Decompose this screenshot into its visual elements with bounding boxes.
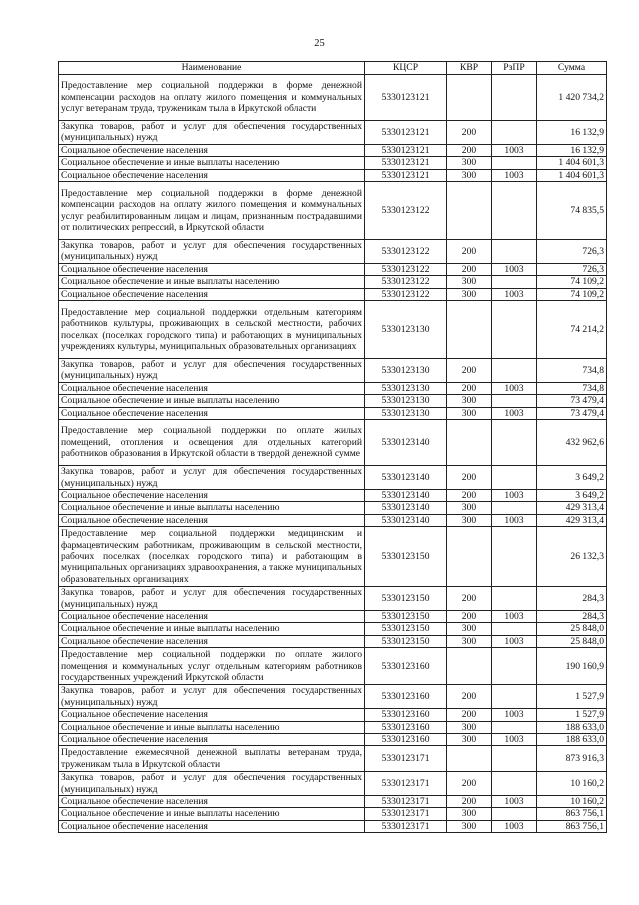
cell-kvr xyxy=(447,75,492,121)
cell-kcsr: 5330123122 xyxy=(365,240,447,264)
cell-name: Социальное обеспечение населения xyxy=(59,635,365,647)
cell-rzpr xyxy=(492,276,537,288)
cell-sum: 190 160,9 xyxy=(537,648,607,685)
cell-rzpr: 1003 xyxy=(492,709,537,721)
cell-kcsr: 5330123171 xyxy=(365,796,447,808)
cell-name: Социальное обеспечение и иные выплаты населению xyxy=(59,623,365,635)
cell-kvr: 200 xyxy=(447,489,492,501)
cell-kcsr: 5330123121 xyxy=(365,169,447,181)
cell-rzpr xyxy=(492,648,537,685)
table-row xyxy=(59,420,607,466)
table-row xyxy=(59,796,607,808)
cell-sum: 10 160,2 xyxy=(537,796,607,808)
cell-name: Социальное обеспечение населения xyxy=(59,382,365,394)
cell-sum: 74 109,2 xyxy=(537,288,607,300)
cell-kcsr: 5330123140 xyxy=(365,489,447,501)
cell-sum: 74 109,2 xyxy=(537,276,607,288)
table-header-row xyxy=(59,62,607,75)
cell-sum: 16 132,9 xyxy=(537,121,607,145)
table-row xyxy=(59,772,607,796)
cell-sum: 429 313,4 xyxy=(537,514,607,526)
cell-rzpr xyxy=(492,420,537,466)
cell-sum: 26 132,3 xyxy=(537,527,607,587)
table-body xyxy=(59,75,607,833)
cell-kvr: 300 xyxy=(447,157,492,169)
cell-name: Социальное обеспечение и иные выплаты населению xyxy=(59,721,365,733)
cell-sum: 25 848,0 xyxy=(537,623,607,635)
cell-rzpr xyxy=(492,240,537,264)
cell-name: Социальное обеспечение населения xyxy=(59,407,365,419)
cell-sum: 73 479,4 xyxy=(537,395,607,407)
cell-kvr: 300 xyxy=(447,288,492,300)
column-header-sum: Сумма xyxy=(537,62,607,75)
cell-rzpr xyxy=(492,772,537,796)
table-row xyxy=(59,169,607,181)
cell-rzpr xyxy=(492,623,537,635)
cell-kcsr: 5330123130 xyxy=(365,382,447,394)
cell-sum: 429 313,4 xyxy=(537,502,607,514)
table-row xyxy=(59,623,607,635)
cell-kcsr: 5330123160 xyxy=(365,648,447,685)
cell-rzpr xyxy=(492,808,537,820)
cell-kvr: 200 xyxy=(447,240,492,264)
cell-name: Предоставление мер социальной поддержки в форме денежной компенсации расходов на оплату жилого помещения и коммунальных услуг реабилитированным лицам и лицам, признанным пострадавшими от политических репрессий, в Иркутской области xyxy=(59,182,365,240)
cell-sum: 1 404 601,3 xyxy=(537,157,607,169)
table-row xyxy=(59,182,607,240)
cell-sum: 1 420 734,2 xyxy=(537,75,607,121)
cell-name: Закупка товаров, работ и услуг для обеспечения государственных (муниципальных) нужд xyxy=(59,772,365,796)
cell-rzpr xyxy=(492,301,537,359)
cell-rzpr xyxy=(492,502,537,514)
cell-kcsr: 5330123140 xyxy=(365,420,447,466)
cell-name: Предоставление ежемесячной денежной выплаты ветеранам труда, труженикам тыла в Иркутской области xyxy=(59,746,365,772)
cell-name: Закупка товаров, работ и услуг для обеспечения государственных (муниципальных) нужд xyxy=(59,587,365,611)
cell-kcsr: 5330123140 xyxy=(365,466,447,490)
cell-sum: 3 649,2 xyxy=(537,489,607,501)
cell-kvr xyxy=(447,301,492,359)
cell-rzpr xyxy=(492,721,537,733)
cell-kcsr: 5330123160 xyxy=(365,721,447,733)
cell-kcsr: 5330123171 xyxy=(365,772,447,796)
cell-kcsr: 5330123130 xyxy=(365,395,447,407)
cell-name: Закупка товаров, работ и услуг для обеспечения государственных (муниципальных) нужд xyxy=(59,240,365,264)
table-row xyxy=(59,407,607,419)
cell-kvr: 300 xyxy=(447,721,492,733)
cell-kvr: 300 xyxy=(447,623,492,635)
cell-kvr: 200 xyxy=(447,382,492,394)
cell-kcsr: 5330123122 xyxy=(365,263,447,275)
cell-sum: 1 527,9 xyxy=(537,709,607,721)
cell-rzpr: 1003 xyxy=(492,514,537,526)
column-header-kcsr: КЦСР xyxy=(365,62,447,75)
cell-name: Закупка товаров, работ и услуг для обеспечения государственных (муниципальных) нужд xyxy=(59,121,365,145)
cell-sum: 188 633,0 xyxy=(537,734,607,746)
table-row xyxy=(59,359,607,383)
cell-name: Предоставление мер социальной поддержки медицинским и фармацевтическим работникам, проживающим в сельской местности, рабочих поселках (поселках городского типа) и работающим в муниципальных организациях здравоохранения, а также муниципальных образовательных организациях xyxy=(59,527,365,587)
table-row xyxy=(59,301,607,359)
cell-name: Социальное обеспечение населения xyxy=(59,514,365,526)
cell-kvr: 300 xyxy=(447,502,492,514)
table-row xyxy=(59,610,607,622)
cell-kvr: 200 xyxy=(447,587,492,611)
cell-kcsr: 5330123171 xyxy=(365,746,447,772)
cell-sum: 16 132,9 xyxy=(537,144,607,156)
table-row xyxy=(59,240,607,264)
cell-kvr: 300 xyxy=(447,169,492,181)
cell-kvr xyxy=(447,182,492,240)
cell-kvr: 300 xyxy=(447,407,492,419)
cell-kvr: 300 xyxy=(447,734,492,746)
cell-rzpr xyxy=(492,685,537,709)
cell-sum: 188 633,0 xyxy=(537,721,607,733)
cell-rzpr: 1003 xyxy=(492,407,537,419)
cell-sum: 432 962,6 xyxy=(537,420,607,466)
cell-name: Социальное обеспечение и иные выплаты населению xyxy=(59,157,365,169)
table-row xyxy=(59,587,607,611)
cell-kcsr: 5330123160 xyxy=(365,685,447,709)
cell-sum: 10 160,2 xyxy=(537,772,607,796)
cell-rzpr: 1003 xyxy=(492,144,537,156)
cell-rzpr: 1003 xyxy=(492,382,537,394)
cell-rzpr xyxy=(492,527,537,587)
budget-table xyxy=(58,61,607,833)
cell-name: Социальное обеспечение населения xyxy=(59,610,365,622)
cell-sum: 284,3 xyxy=(537,587,607,611)
cell-kvr: 200 xyxy=(447,121,492,145)
table-row xyxy=(59,635,607,647)
table-row xyxy=(59,514,607,526)
cell-rzpr: 1003 xyxy=(492,169,537,181)
table-row xyxy=(59,263,607,275)
cell-sum: 1 404 601,3 xyxy=(537,169,607,181)
cell-rzpr xyxy=(492,587,537,611)
cell-name: Социальное обеспечение населения xyxy=(59,489,365,501)
cell-kvr: 200 xyxy=(447,263,492,275)
cell-name: Предоставление мер социальной поддержки по оплате жилого помещения и коммунальных услуг отдельным категориям работников государственных учреждений Иркутской области xyxy=(59,648,365,685)
cell-sum: 863 756,1 xyxy=(537,808,607,820)
cell-sum: 726,3 xyxy=(537,240,607,264)
cell-name: Социальное обеспечение и иные выплаты населению xyxy=(59,276,365,288)
cell-name: Социальное обеспечение населения xyxy=(59,820,365,832)
cell-kcsr: 5330123121 xyxy=(365,75,447,121)
cell-rzpr xyxy=(492,466,537,490)
cell-name: Социальное обеспечение и иные выплаты населению xyxy=(59,395,365,407)
cell-kcsr: 5330123160 xyxy=(365,709,447,721)
table-row xyxy=(59,502,607,514)
table-row xyxy=(59,746,607,772)
cell-name: Закупка товаров, работ и услуг для обеспечения государственных (муниципальных) нужд xyxy=(59,466,365,490)
cell-rzpr xyxy=(492,182,537,240)
cell-name: Социальное обеспечение населения xyxy=(59,169,365,181)
cell-kcsr: 5330123130 xyxy=(365,359,447,383)
cell-rzpr: 1003 xyxy=(492,635,537,647)
cell-rzpr xyxy=(492,157,537,169)
cell-name: Социальное обеспечение населения xyxy=(59,144,365,156)
cell-kvr: 200 xyxy=(447,796,492,808)
page-number: 25 xyxy=(314,38,325,49)
table-row xyxy=(59,288,607,300)
cell-kvr: 200 xyxy=(447,359,492,383)
cell-kcsr: 5330123171 xyxy=(365,808,447,820)
table-row xyxy=(59,721,607,733)
cell-kcsr: 5330123150 xyxy=(365,587,447,611)
table-row xyxy=(59,734,607,746)
cell-kvr xyxy=(447,746,492,772)
cell-rzpr: 1003 xyxy=(492,610,537,622)
table-row xyxy=(59,808,607,820)
cell-sum: 284,3 xyxy=(537,610,607,622)
cell-kcsr: 5330123122 xyxy=(365,182,447,240)
cell-kvr: 300 xyxy=(447,395,492,407)
cell-kvr: 300 xyxy=(447,820,492,832)
cell-sum: 74 835,5 xyxy=(537,182,607,240)
table-row xyxy=(59,276,607,288)
cell-sum: 25 848,0 xyxy=(537,635,607,647)
table-row xyxy=(59,75,607,121)
cell-name: Социальное обеспечение населения xyxy=(59,796,365,808)
cell-sum: 863 756,1 xyxy=(537,820,607,832)
column-header-name: Наименование xyxy=(59,62,365,75)
cell-name: Закупка товаров, работ и услуг для обеспечения государственных (муниципальных) нужд xyxy=(59,359,365,383)
table-row xyxy=(59,648,607,685)
table-row xyxy=(59,489,607,501)
cell-kcsr: 5330123130 xyxy=(365,301,447,359)
cell-kvr: 200 xyxy=(447,466,492,490)
cell-kcsr: 5330123121 xyxy=(365,157,447,169)
cell-rzpr: 1003 xyxy=(492,796,537,808)
cell-name: Социальное обеспечение населения xyxy=(59,263,365,275)
cell-name: Социальное обеспечение населения xyxy=(59,734,365,746)
cell-kvr: 200 xyxy=(447,610,492,622)
cell-rzpr: 1003 xyxy=(492,288,537,300)
cell-kcsr: 5330123171 xyxy=(365,820,447,832)
cell-sum: 734,8 xyxy=(537,359,607,383)
cell-kvr: 200 xyxy=(447,709,492,721)
cell-kvr xyxy=(447,420,492,466)
cell-name: Социальное обеспечение населения xyxy=(59,709,365,721)
cell-kcsr: 5330123130 xyxy=(365,407,447,419)
cell-sum: 873 916,3 xyxy=(537,746,607,772)
cell-kcsr: 5330123150 xyxy=(365,623,447,635)
cell-sum: 73 479,4 xyxy=(537,407,607,419)
cell-kvr: 300 xyxy=(447,808,492,820)
cell-kvr: 300 xyxy=(447,514,492,526)
table-row xyxy=(59,466,607,490)
cell-kvr: 200 xyxy=(447,144,492,156)
table-row xyxy=(59,121,607,145)
cell-rzpr: 1003 xyxy=(492,489,537,501)
cell-name: Социальное обеспечение и иные выплаты населению xyxy=(59,502,365,514)
table-row xyxy=(59,382,607,394)
cell-name: Социальное обеспечение населения xyxy=(59,288,365,300)
cell-kcsr: 5330123160 xyxy=(365,734,447,746)
table-row xyxy=(59,709,607,721)
cell-name: Предоставление мер социальной поддержки отдельным категориям работников культуры, проживающих в сельской местности, рабочих поселках (поселках городского типа) и работающих в муниципальных учреждениях культуры, муниципальных образовательных организациях xyxy=(59,301,365,359)
cell-name: Социальное обеспечение и иные выплаты населению xyxy=(59,808,365,820)
cell-sum: 3 649,2 xyxy=(537,466,607,490)
cell-rzpr: 1003 xyxy=(492,263,537,275)
column-header-kvr: КВР xyxy=(447,62,492,75)
table-row xyxy=(59,527,607,587)
cell-sum: 726,3 xyxy=(537,263,607,275)
cell-kvr xyxy=(447,648,492,685)
cell-kvr: 300 xyxy=(447,276,492,288)
cell-kcsr: 5330123150 xyxy=(365,635,447,647)
cell-rzpr xyxy=(492,121,537,145)
cell-kcsr: 5330123121 xyxy=(365,144,447,156)
cell-rzpr: 1003 xyxy=(492,734,537,746)
cell-kcsr: 5330123140 xyxy=(365,502,447,514)
cell-sum: 734,8 xyxy=(537,382,607,394)
cell-name: Закупка товаров, работ и услуг для обеспечения государственных (муниципальных) нужд xyxy=(59,685,365,709)
cell-kvr xyxy=(447,527,492,587)
cell-rzpr xyxy=(492,746,537,772)
table-row xyxy=(59,144,607,156)
cell-kcsr: 5330123121 xyxy=(365,121,447,145)
cell-sum: 1 527,9 xyxy=(537,685,607,709)
table-row xyxy=(59,820,607,832)
cell-kvr: 200 xyxy=(447,685,492,709)
cell-kcsr: 5330123150 xyxy=(365,610,447,622)
column-header-rzpr: РзПР xyxy=(492,62,537,75)
cell-kvr: 300 xyxy=(447,635,492,647)
cell-rzpr xyxy=(492,359,537,383)
cell-sum: 74 214,2 xyxy=(537,301,607,359)
table-row xyxy=(59,157,607,169)
cell-name: Предоставление мер социальной поддержки в форме денежной компенсации расходов на оплату жилого помещения и коммунальных услуг ветеранам труда, труженикам тыла в Иркутской области xyxy=(59,75,365,121)
cell-kcsr: 5330123122 xyxy=(365,288,447,300)
cell-rzpr xyxy=(492,395,537,407)
cell-rzpr xyxy=(492,75,537,121)
table-row xyxy=(59,395,607,407)
cell-kvr: 200 xyxy=(447,772,492,796)
cell-rzpr: 1003 xyxy=(492,820,537,832)
cell-kcsr: 5330123150 xyxy=(365,527,447,587)
cell-name: Предоставление мер социальной поддержки по оплате жилых помещений, отопления и освещения для отдельных категорий работников образования в Иркутской области в твердой денежной сумме xyxy=(59,420,365,466)
cell-kcsr: 5330123140 xyxy=(365,514,447,526)
table-row xyxy=(59,685,607,709)
cell-kcsr: 5330123122 xyxy=(365,276,447,288)
